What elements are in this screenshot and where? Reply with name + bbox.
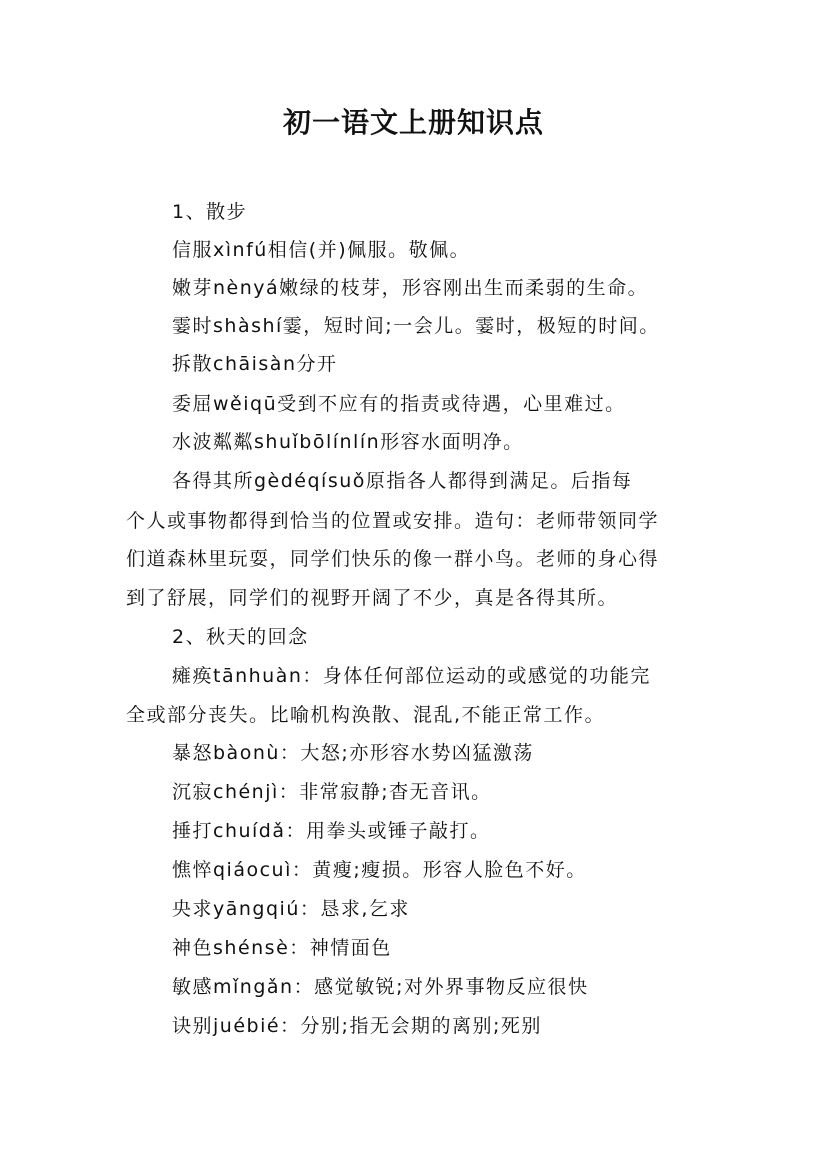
- vocab-entry: 憔悴qiáocuì：黄瘦;瘦损。形容人脸色不好。: [172, 859, 587, 881]
- vocab-entry: 诀别juébié：分别;指无会期的离别;死别: [172, 1015, 542, 1037]
- vocab-entry: 沉寂chénjì：非常寂静;杳无音讯。: [172, 781, 492, 803]
- vocab-entry: 敏感mǐngǎn：感觉敏锐;对外界事物反应很快: [172, 976, 589, 998]
- vocab-entry: 暴怒bàonù：大怒;亦形容水势凶猛激荡: [172, 742, 534, 764]
- paragraph-line: 全或部分丧失。比喻机构涣散、混乱,不能正常工作。: [126, 704, 606, 726]
- section-heading-2: 2、秋天的回念: [172, 626, 309, 648]
- document-title: 初一语文上册知识点: [282, 106, 544, 139]
- vocab-entry: 神色shénsè：神情面色: [172, 937, 392, 959]
- vocab-entry: 委屈wěiqū受到不应有的指责或待遇，心里难过。: [172, 393, 626, 415]
- vocab-entry: 霎时shàshí霎，短时间;一会儿。霎时，极短的时间。: [172, 315, 660, 337]
- paragraph-line: 个人或事物都得到恰当的位置或安排。造句：老师带领同学: [126, 510, 660, 532]
- paragraph-line: 们道森林里玩耍，同学们快乐的像一群小鸟。老师的身心得: [126, 548, 660, 570]
- vocab-entry: 信服xìnfú相信(并)佩服。敬佩。: [172, 239, 471, 261]
- vocab-entry: 捶打chuídǎ：用拳头或锤子敲打。: [172, 820, 491, 842]
- paragraph-line: 到了舒展，同学们的视野开阔了不少，真是各得其所。: [126, 587, 619, 609]
- vocab-entry: 拆散chāisàn分开: [172, 353, 338, 375]
- vocab-entry: 水波粼粼shuǐbōlínlín形容水面明净。: [172, 431, 524, 453]
- vocab-entry: 瘫痪tānhuàn：身体任何部位运动的或感觉的功能完: [172, 665, 651, 687]
- vocab-entry: 各得其所gèdéqísuǒ原指各人都得到满足。后指每: [172, 470, 633, 492]
- section-heading-1: 1、散步: [172, 201, 248, 223]
- vocab-entry: 嫩芽nènyá嫩绿的枝芽，形容刚出生而柔弱的生命。: [172, 277, 649, 299]
- vocab-entry: 央求yāngqiú：恳求,乞求: [172, 898, 410, 920]
